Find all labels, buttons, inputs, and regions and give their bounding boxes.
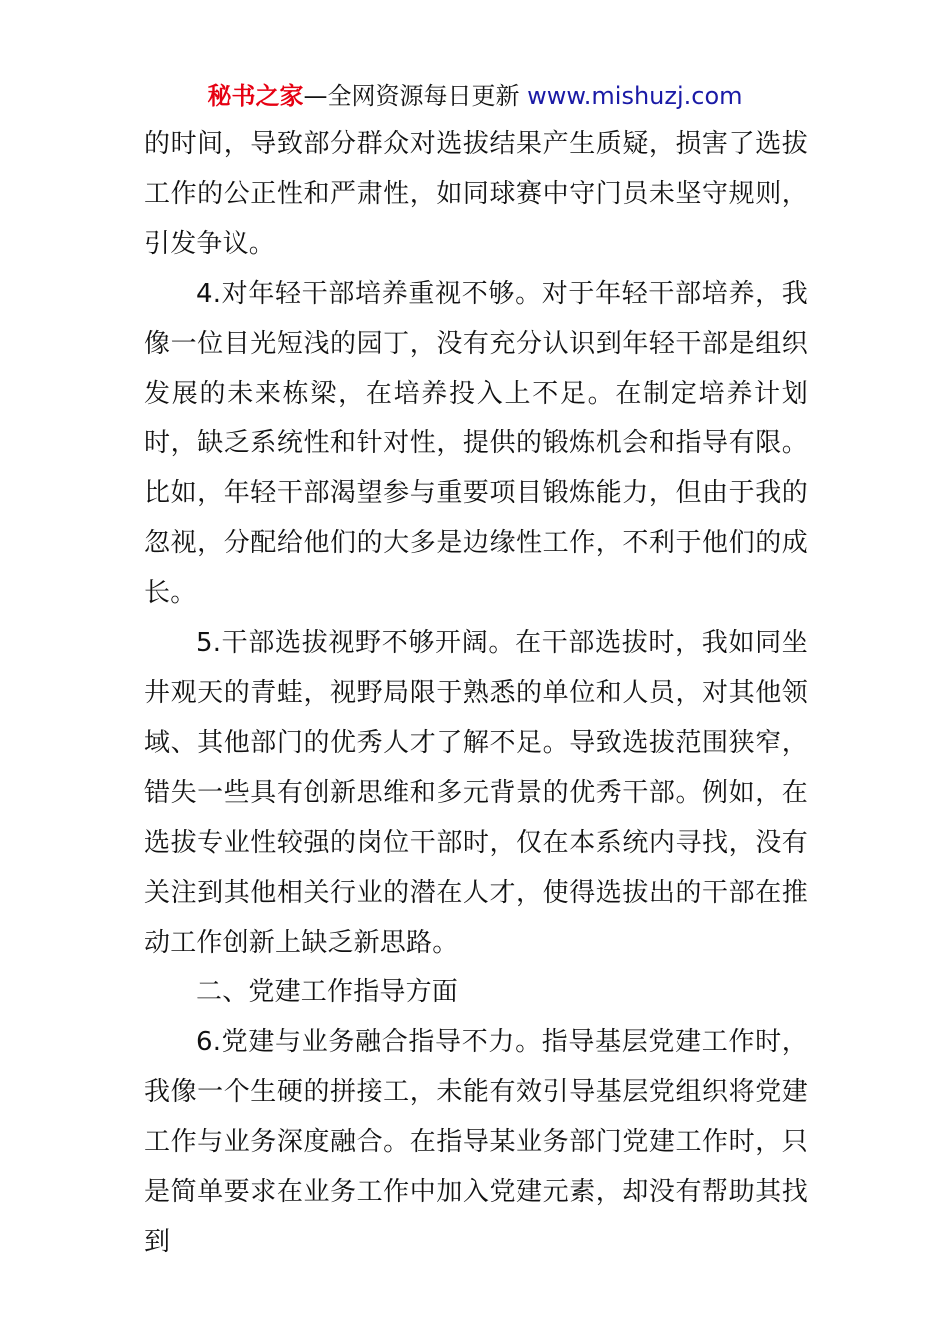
site-url-link[interactable]: www.mishuzj.com: [527, 82, 743, 110]
paragraph-item-5: 5.干部选拔视野不够开阔。在干部选拔时，我如同坐井观天的青蛙，视野局限于熟悉的单位和人员，对其他领域、其他部门的优秀人才了解不足。导致选拔范围狭窄，错失一些具有创新思维和多元背景的优秀干部。例如，在选拔专业性较强的岗位干部时，仅在本系统内寻找，没有关注到其他相关行业的潜在人才，使得选拔出的干部在推动工作创新上缺乏新思路。: [144, 628, 808, 958]
document-body: [144, 120, 808, 1268]
paragraph-item-4: 4.对年轻干部培养重视不够。对于年轻干部培养，我像一位目光短浅的园丁，没有充分认识到年轻干部是组织发展的未来栋梁，在培养投入上不足。在制定培养计划时，缺乏系统性和针对性，提供的锻炼机会和指导有限。比如，年轻干部渴望参与重要项目锻炼能力，但由于我的忽视，分配给他们的大多是边缘性工作，不利于他们的成长。: [144, 278, 808, 609]
paragraph-item-6: 6.党建与业务融合指导不力。指导基层党建工作时，我像一个生硬的拼接工，未能有效引导基层党组织将党建工作与业务深度融合。在指导某业务部门党建工作时，只是简单要求在业务工作中加入党建元素，却没有帮助其找到: [144, 1027, 808, 1257]
brand-name: 秘书之家: [207, 82, 304, 110]
section-heading: 二、党建工作指导方面: [196, 977, 459, 1008]
header-tagline: —全网资源每日更新: [303, 82, 520, 110]
site-header: [0, 80, 950, 112]
paragraph-continuation: 的时间，导致部分群众对选拔结果产生质疑，损害了选拔工作的公正性和严肃性，如同球赛中守门员未坚守规则，引发争议。: [144, 129, 808, 259]
